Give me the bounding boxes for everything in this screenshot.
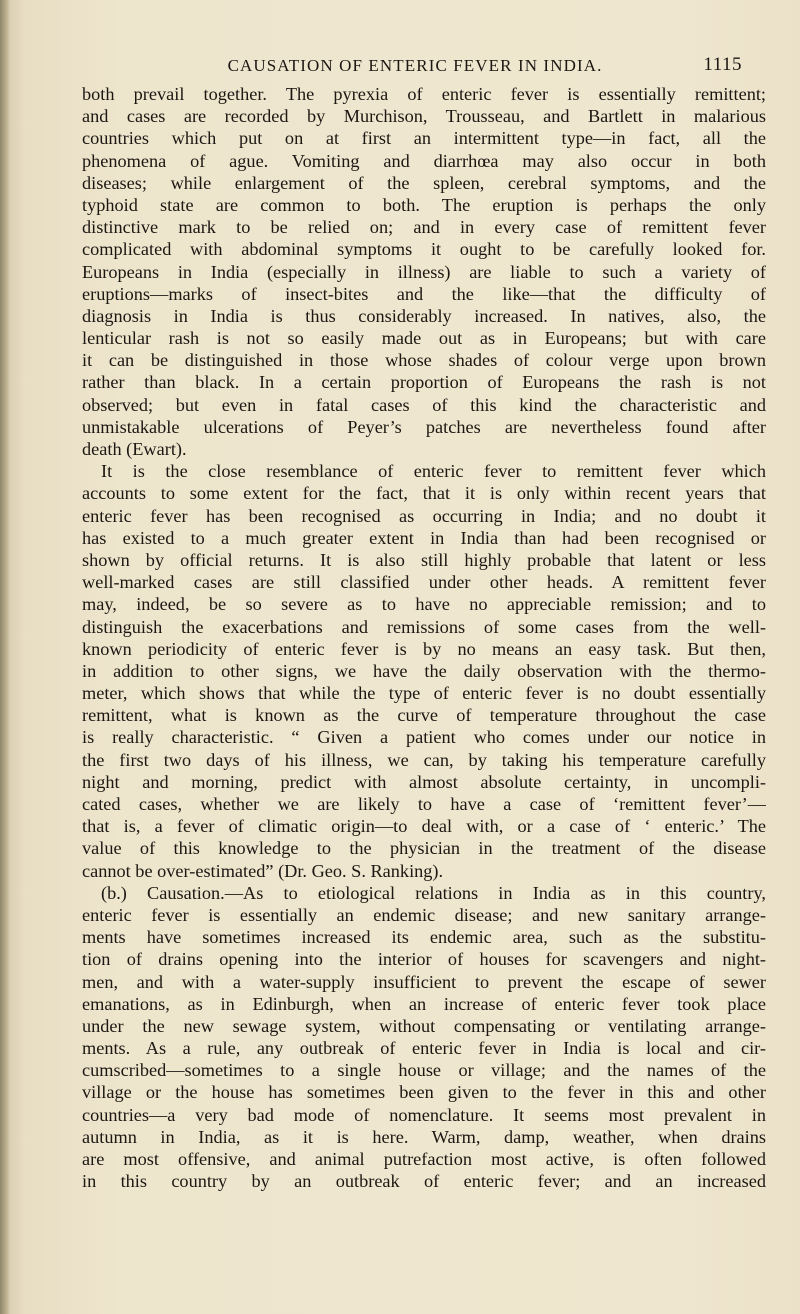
text-line: rather than black. In a certain proportion of Europeans the rash is not: [82, 372, 766, 393]
text-line: diseases; while enlargement of the spleen, cerebral symptoms, and the: [82, 172, 766, 193]
text-line: accounts to some extent for the fact, that it is only within recent years that: [82, 483, 766, 504]
text-line: shown by official returns. It is also still highly probable that latent or less: [82, 549, 766, 570]
text-line: in this country by an outbreak of enteric fever; and an increased: [82, 1171, 766, 1192]
text-line: countries—a very bad mode of nomenclature. It seems most prevalent in: [82, 1104, 766, 1125]
text-line: tion of drains opening into the interior of houses for scavengers and night-: [82, 949, 766, 970]
text-line: are most offensive, and animal putrefaction most active, is often followed: [82, 1149, 766, 1169]
text-line: ments. As a rule, any outbreak of enteric fever in India is local and cir-: [82, 1038, 766, 1059]
text-line: remittent, what is known as the curve of temperature throughout the case: [82, 705, 766, 726]
text-line: complicated with abdominal symptoms it ought to be carefully looked for.: [82, 239, 766, 260]
text-line: cumscribed—sometimes to a single house or village; and the names of the: [82, 1060, 766, 1081]
text-line: phenomena of ague. Vomiting and diarrhœa may also occur in both: [82, 150, 766, 171]
text-line: village or the house has sometimes been given to the fever in this and other: [82, 1082, 766, 1103]
text-line: the first two days of his illness, we can, by taking his temperature carefully: [82, 749, 766, 770]
text-line: may, indeed, be so severe as to have no appreciable remission; and to: [82, 594, 766, 615]
page-binding-edge: [0, 0, 10, 1314]
text-line: enteric fever is essentially an endemic disease; and new sanitary arrange-: [82, 904, 766, 925]
text-line: typhoid state are common to both. The eruption is perhaps the only: [82, 194, 766, 215]
text-line: is really characteristic. “ Given a patient who comes under our notice in: [82, 727, 766, 748]
text-line: ments have sometimes increased its endemic area, such as the substitu-: [82, 927, 766, 948]
text-line: known periodicity of enteric fever is by no means an easy task. But then,: [82, 638, 766, 659]
text-line: cated cases, whether we are likely to have a case of ‘remittent fever’—: [82, 794, 766, 814]
text-line: men, and with a water-supply insufficient to prevent the escape of sewer: [82, 971, 766, 992]
text-line: in addition to other signs, we have the daily observation with the thermo-: [82, 660, 766, 681]
text-line: It is the close resemblance of enteric fever to remittent fever which: [101, 461, 766, 482]
text-line: night and morning, predict with almost absolute certainty, in uncompli-: [82, 771, 766, 792]
text-line: eruptions—marks of insect-bites and the like—that the difficulty of: [82, 283, 766, 304]
page-number: 1115: [703, 54, 742, 75]
text-line: emanations, as in Edinburgh, when an increase of enteric fever took place: [82, 993, 766, 1014]
text-line: it can be distinguished in those whose shades of colour verge upon brown: [82, 350, 766, 371]
text-line: value of this knowledge to the physician in the treatment of the disease: [82, 838, 766, 859]
text-line: has existed to a much greater extent in India than had been recognised or: [82, 527, 766, 548]
text-line: cannot be over-estimated” (Dr. Geo. S. Ranking).: [82, 860, 444, 881]
text-line: lenticular rash is not so easily made out as in Europeans; but with care: [82, 328, 766, 349]
text-line: observed; but even in fatal cases of this kind the characteristic and: [82, 394, 766, 415]
text-line: death (Ewart).: [82, 439, 187, 459]
text-line: distinguish the exacerbations and remissions of some cases from the well-: [82, 616, 766, 637]
running-title: CAUSATION OF ENTERIC FEVER IN INDIA.: [227, 56, 603, 75]
text-line: (b.) Causation.—As to etiological relations in India as in this country,: [101, 882, 766, 903]
text-line: well-marked cases are still classified under other heads. A remittent fever: [82, 572, 766, 593]
text-line: diagnosis in India is thus considerably increased. In natives, also, the: [82, 305, 766, 326]
text-line: Europeans in India (especially in illness) are liable to such a variety of: [82, 261, 766, 282]
text-line: and cases are recorded by Murchison, Trousseau, and Bartlett in malarious: [82, 106, 766, 127]
body-text: [82, 83, 766, 1192]
text-line: distinctive mark to be relied on; and in every case of remittent fever: [82, 217, 766, 238]
text-line: under the new sewage system, without compensating or ventilating arrange-: [82, 1015, 766, 1036]
text-line: both prevail together. The pyrexia of enteric fever is essentially remittent;: [82, 84, 766, 104]
text-line: countries which put on at first an intermittent type—in fact, all the: [82, 128, 766, 149]
text-line: unmistakable ulcerations of Peyer’s patches are nevertheless found after: [82, 416, 766, 437]
text-line: enteric fever has been recognised as occurring in India; and no doubt it: [82, 505, 766, 526]
text-line: autumn in India, as it is here. Warm, damp, weather, when drains: [82, 1126, 766, 1147]
text-line: meter, which shows that while the type of enteric fever is no doubt essentially: [82, 683, 766, 704]
text-line: that is, a fever of climatic origin—to deal with, or a case of ‘ enteric.’ The: [82, 816, 766, 837]
